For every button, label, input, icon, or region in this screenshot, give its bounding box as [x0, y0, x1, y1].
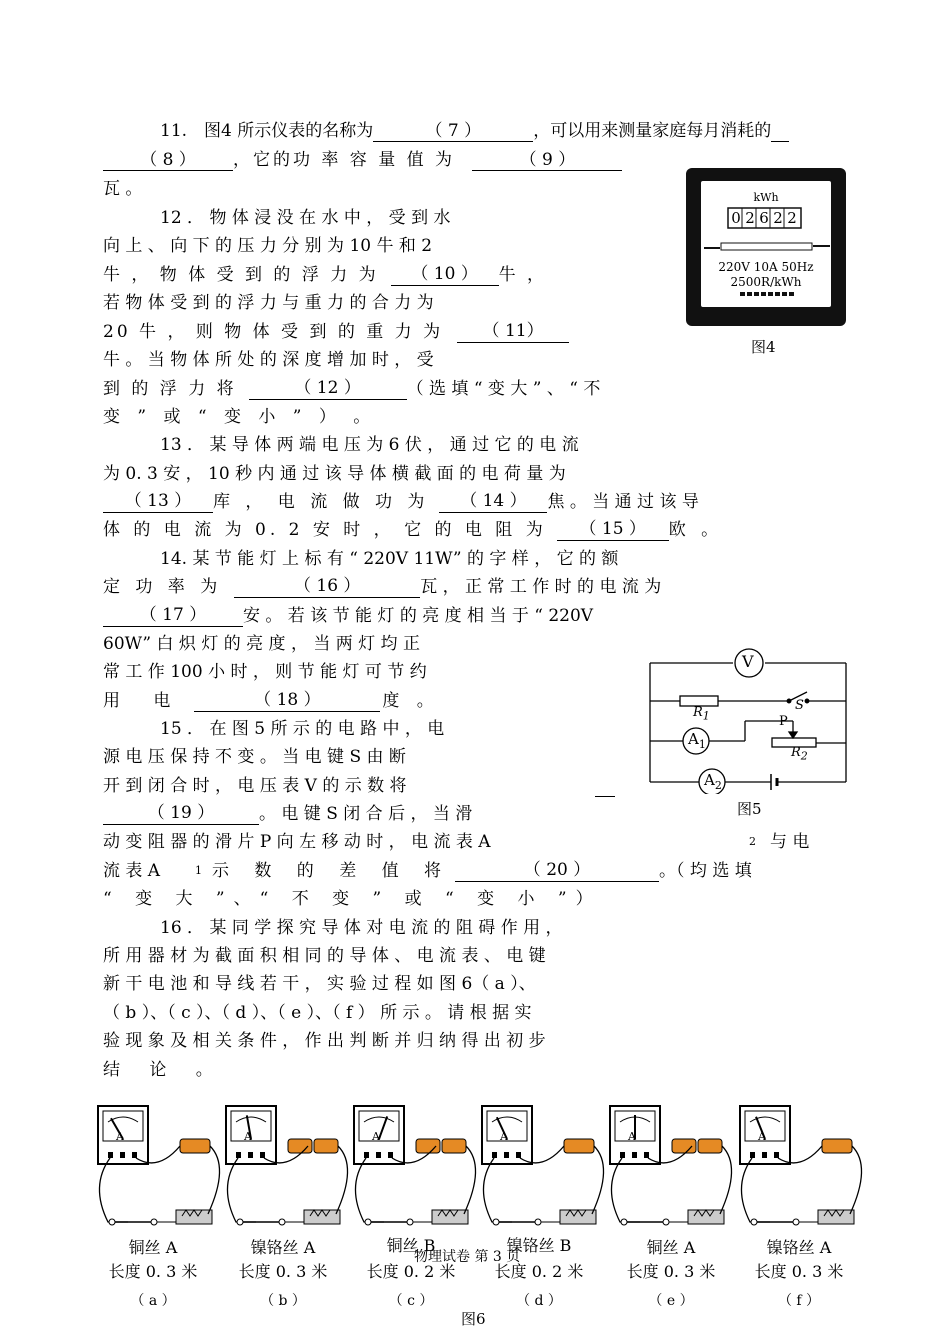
q15-line7: “ 变 大 ”、“ 不 变 ” 或 “ 变 小 ”） — [103, 889, 602, 909]
figure-4-meter — [684, 166, 848, 328]
fig6-len-a: 长度 0. 3 米 — [108, 1262, 198, 1281]
q12-line6: 牛 。 当 物 体 所 处 的 深 度 增 加 时 ， 受 — [103, 350, 434, 370]
blank-15[interactable]: （ 15 ） — [557, 519, 669, 541]
blank-19[interactable]: （ 19 ） — [103, 803, 259, 825]
fig6-len-b: 长度 0. 3 米 — [238, 1262, 328, 1281]
q15-line3: 开 到 闭 合 时 ， 电 压 表 V 的 示 数 将 — [103, 775, 615, 797]
q12-line4: 若 物 体 受 到 的 浮 力 与 重 力 的 合 力 为 — [103, 293, 434, 313]
q14-line5: 常 工 作 100 小 时 ， 则 节 能 灯 可 节 约 — [103, 662, 427, 682]
figure-6-caption: 图6 — [461, 1310, 486, 1328]
fig6-setup — [740, 1106, 862, 1225]
figure-4-caption: 图4 — [751, 338, 776, 356]
blank-13[interactable]: （ 13 ） — [103, 491, 213, 513]
blank-16[interactable]: （ 16 ） — [234, 576, 420, 598]
fig6-ammeter-label: A — [628, 1130, 636, 1143]
blank-17[interactable]: （ 17 ） — [103, 605, 243, 627]
fig6-drawing — [0, 1100, 950, 1240]
q12-line8: 变 ” 或 “ 变 小 ” ） 。 — [103, 407, 377, 427]
q12-line1: 12 ． 物 体 浸 没 在 水 中 ， 受 到 水 — [160, 208, 451, 228]
fig6-setup — [98, 1106, 220, 1225]
fig6-wire-c: 铜丝 B — [386, 1236, 436, 1255]
q13-line3: （ 13 ） 库 ， 电 流 做 功 为 （ 14 ） 焦 。 当 通 过 该 导 — [103, 491, 831, 513]
fig6-len-c: 长度 0. 2 米 — [366, 1262, 456, 1281]
q16-line6: 结 论 。 — [103, 1060, 225, 1080]
blank-8[interactable]: （ 8 ） — [103, 150, 233, 171]
q11-line2: （ 8 ） ，它的功 率 容 量 值 为 （ 9 ） — [103, 149, 622, 171]
fig6-ammeter-label: A — [372, 1130, 380, 1143]
blank-11[interactable]: （ 11） — [457, 321, 569, 343]
figure-5-circuit — [645, 648, 851, 794]
q14-line2: 定 功 率 为 （ 16 ） 瓦 ， 正 常 工 作 时 的 电 流 为 — [103, 576, 662, 597]
meter-digits: 0 2 6 2 2 — [731, 209, 797, 227]
q16-line4: （ b ）、（ c ）、（ d ）、（ e ）、（ f ） 所 示 。 请 根 据 实 — [103, 1003, 532, 1023]
fig6-len-f: 长度 0. 3 米 — [754, 1262, 844, 1281]
fig6-ammeter-label: A — [500, 1130, 508, 1143]
figure-6 — [0, 1100, 950, 1240]
q16-line5: 验 现 象 及 相 关 条 件 ， 作 出 判 断 并 归 纳 得 出 初 步 — [103, 1031, 546, 1051]
voltmeter-label: V — [742, 652, 754, 671]
q13-line4: 体 的 电 流 为 0. 2 安 时 ， 它 的 电 阻 为 （ 15 ） 欧 。 — [103, 519, 724, 540]
q12-line3: 牛 ， 物 体 受 到 的 浮 力 为 （ 10 ） 牛 ， — [103, 264, 548, 285]
q13-line2: 为 0. 3 安 ， 10 秒 内 通 过 该 导 体 横 截 面 的 电 荷 量 为 — [103, 464, 566, 484]
r2-label: $R_2$ — [791, 745, 808, 763]
q16-line3: 新 干 电 池 和 导 线 若 干 ， 实 验 过 程 如 图 6（ a ）、 — [103, 974, 536, 994]
blank-9[interactable]: （ 9 ） — [472, 150, 622, 171]
q14-line1: 14. 某 节 能 灯 上 标 有 “ 220V 11W” 的 字 样 ， 它 的 额 — [160, 549, 619, 569]
fig6-tag-d: （ d ） — [516, 1293, 562, 1309]
q12-line7: 到 的 浮 力 将 （ 12 ） （ 选 填 “ 变 大 ” 、 “ 不 — [103, 378, 601, 399]
fig6-tag-f: （ f ） — [777, 1293, 821, 1309]
fig6-wire-a: 铜丝 A — [128, 1238, 178, 1257]
fig6-tag-a: （ a ） — [130, 1293, 176, 1309]
fig6-wire-f: 镍铬丝 A — [766, 1238, 832, 1257]
switch-label: S — [795, 698, 804, 713]
fig6-len-d: 长度 0. 2 米 — [494, 1262, 584, 1281]
fig6-len-e: 长度 0. 3 米 — [626, 1262, 716, 1281]
fig6-ammeter-label: A — [758, 1130, 766, 1143]
fig6-ammeter-label: A — [116, 1130, 124, 1143]
ammeter-1-label: $A_1$ — [688, 730, 706, 751]
blank-18[interactable]: （ 18 ） — [194, 690, 380, 712]
q16-line2: 所 用 器 材 为 截 面 积 相 同 的 导 体 、 电 流 表 、 电 键 — [103, 946, 546, 966]
q13-line1: 13 ． 某 导 体 两 端 电 压 为 6 伏 ， 通 过 它 的 电 流 — [160, 435, 579, 455]
blank-19-start[interactable] — [595, 775, 615, 797]
meter-unit: kWh — [753, 191, 779, 204]
q15-line1: 15 ． 在 图 5 所 示 的 电 路 中 ， 电 — [160, 719, 445, 739]
fig6-wire-d: 镍铬丝 B — [506, 1236, 572, 1255]
fig6-setup — [482, 1106, 604, 1225]
q11-line1: 11. 图4 所示仪表的名称为 （ 7 ） ，可以用来测量家庭每月消耗的 — [160, 120, 850, 142]
q15-line5: 动 变 阻 器 的 滑 片 P 向 左 移 动 时 ， 电 流 表 A 2 与 电 — [103, 832, 810, 852]
q12-line5: 20 牛 ， 则 物 体 受 到 的 重 力 为 （ 11） — [103, 321, 569, 343]
fig6-tag-e: （ e ） — [648, 1293, 694, 1309]
blank-20[interactable]: （ 20 ） — [455, 860, 659, 882]
meter-spec-2: 2500R/kWh — [730, 275, 802, 289]
q11-line3: 瓦 。 — [103, 179, 143, 199]
blank-8-start[interactable] — [771, 121, 789, 142]
figure-5-caption: 图5 — [737, 800, 762, 818]
ammeter-2-label: $A_2$ — [704, 771, 722, 792]
fig6-setup — [610, 1106, 732, 1225]
q14-line6: 用 电 （ 18 ） 度 。 — [103, 690, 440, 711]
blank-10[interactable]: （ 10 ） — [391, 264, 499, 286]
meter-spec-1: 220V 10A 50Hz — [718, 260, 814, 274]
fig6-setup — [354, 1106, 476, 1225]
page-footer: 物理试卷 第 3 页 — [414, 1249, 521, 1265]
fig6-tag-c: （ c ） — [388, 1293, 434, 1309]
q12-line2: 向 上 、 向 下 的 压 力 分 别 为 10 牛 和 2 — [103, 236, 433, 256]
q14-line4: 60W” 白 炽 灯 的 亮 度 ， 当 两 灯 均 正 — [103, 634, 420, 654]
q14-line3: （ 17 ） 安 。 若 该 节 能 灯 的 亮 度 相 当 于 “ 220V — [103, 605, 831, 627]
fig6-wire-b: 镍铬丝 A — [250, 1238, 316, 1257]
blank-12[interactable]: （ 12 ） — [249, 378, 407, 400]
fig6-tag-b: （ b ） — [260, 1293, 306, 1309]
slider-p-label: P — [779, 714, 788, 729]
q15-line2: 源 电 压 保 持 不 变 。 当 电 键 S 由 断 — [103, 747, 406, 767]
fig6-ammeter-label: A — [244, 1130, 252, 1143]
q16-line1: 16 ． 某 同 学 探 究 导 体 对 电 流 的 阻 碍 作 用 ， — [160, 918, 563, 938]
fig6-wire-e: 铜丝 A — [646, 1238, 696, 1257]
blank-14[interactable]: （ 14 ） — [439, 491, 547, 513]
q15-line4: （ 19 ） 。 电 键 S 闭 合 后 ， 当 滑 — [103, 803, 615, 825]
q15-line6: 流 表 A 1 示 数 的 差 值 将 （ 20 ） 。（ 均 选 填 — [103, 860, 752, 881]
r1-label: $R_1$ — [693, 705, 710, 723]
blank-7[interactable]: （ 7 ） — [373, 121, 533, 142]
fig6-setup — [226, 1106, 348, 1225]
